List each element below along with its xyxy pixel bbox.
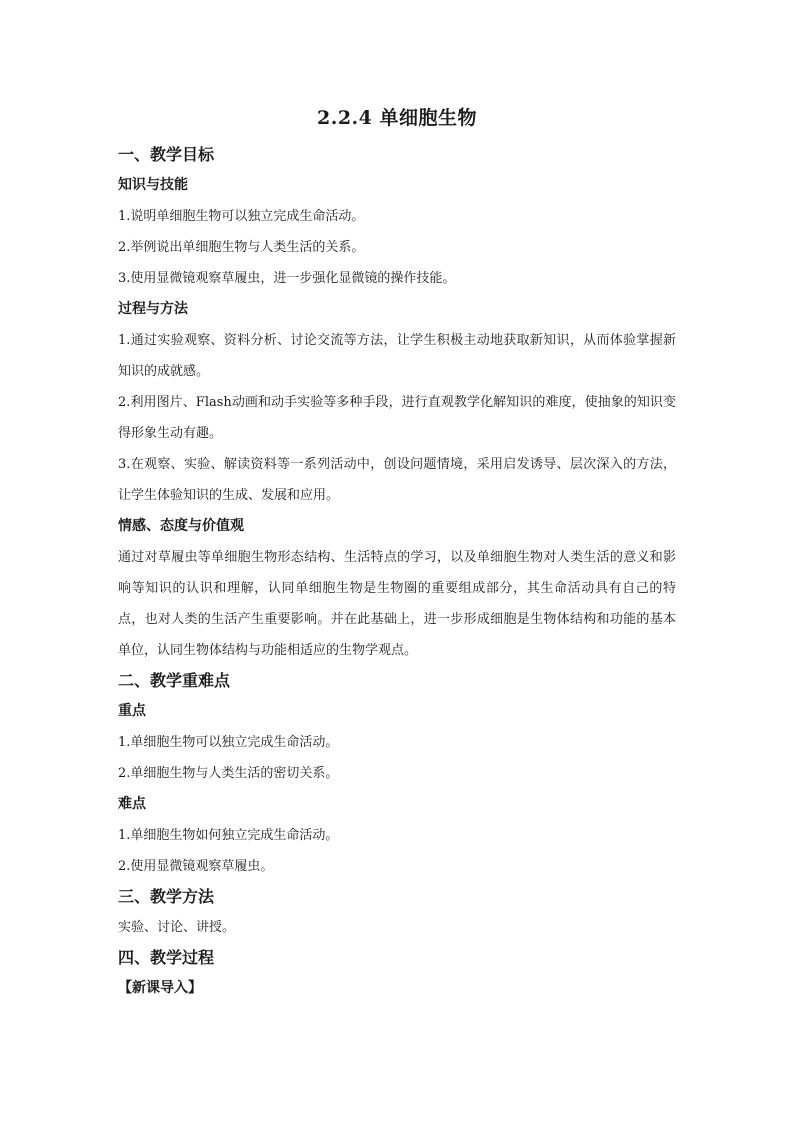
knowledge-item: 1.说明单细胞生物可以独立完成生命活动。: [118, 209, 365, 224]
process-item: 2.利用图片、Flash动画和动手实验等多种手段，进行直观教学化解知识的难度，使抽象的知识变得形象生动有趣。: [118, 395, 676, 441]
process-item: 3.在观察、实验、解读资料等一系列活动中，创设问题情境，采用启发诱导、层次深入的方法，让学生体验知识的生成、发展和应用。: [118, 457, 676, 503]
knowledge-item: 2.举例说出单细胞生物与人类生活的关系。: [118, 240, 365, 255]
subheading-values: 情感、态度与价值观: [118, 518, 244, 534]
subheading-difficult: 难点: [118, 796, 146, 812]
section-heading-methods: 三、教学方法: [118, 887, 215, 906]
subheading-knowledge: 知识与技能: [118, 177, 188, 193]
difficult-item: 1.单细胞生物如何独立完成生命活动。: [118, 828, 339, 843]
important-item: 2.单细胞生物与人类生活的密切关系。: [118, 766, 339, 781]
methods-text: 实验、讨论、讲授。: [118, 920, 236, 935]
process-item: 1.通过实验观察、资料分析、讨论交流等方法，让学生积极主动地获取新知识，从而体验掌握新知识的成就感。: [118, 333, 676, 379]
document-title: 2.2.4 单细胞生物: [316, 107, 477, 129]
section-heading-key-points: 二、教学重难点: [118, 671, 231, 690]
subheading-important: 重点: [118, 703, 146, 719]
values-paragraph: 通过对草履虫等单细胞生物形态结构、生活特点的学习，以及单细胞生物对人类生活的意义和影响等知识的认识和理解，认同单细胞生物是生物圈的重要组成部分，其生命活动具有自己的特点，也对人类的生活产生重要影响。并在此基础上，进一步形成细胞是生物体结构和功能的基本单位，认同生物体结构与功能相适应的生物学观点。: [118, 550, 676, 658]
section-heading-goals: 一、教学目标: [118, 145, 215, 164]
important-item: 1.单细胞生物可以独立完成生命活动。: [118, 735, 339, 750]
subheading-process: 过程与方法: [118, 301, 188, 317]
document-page: [118, 104, 676, 1003]
section-heading-procedure: 四、教学过程: [118, 948, 215, 967]
difficult-item: 2.使用显微镜观察草履虫。: [118, 859, 274, 874]
knowledge-item: 3.使用显微镜观察草履虫，进一步强化显微镜的操作技能。: [118, 271, 456, 286]
procedure-first-step: 【新课导入】: [118, 980, 202, 996]
